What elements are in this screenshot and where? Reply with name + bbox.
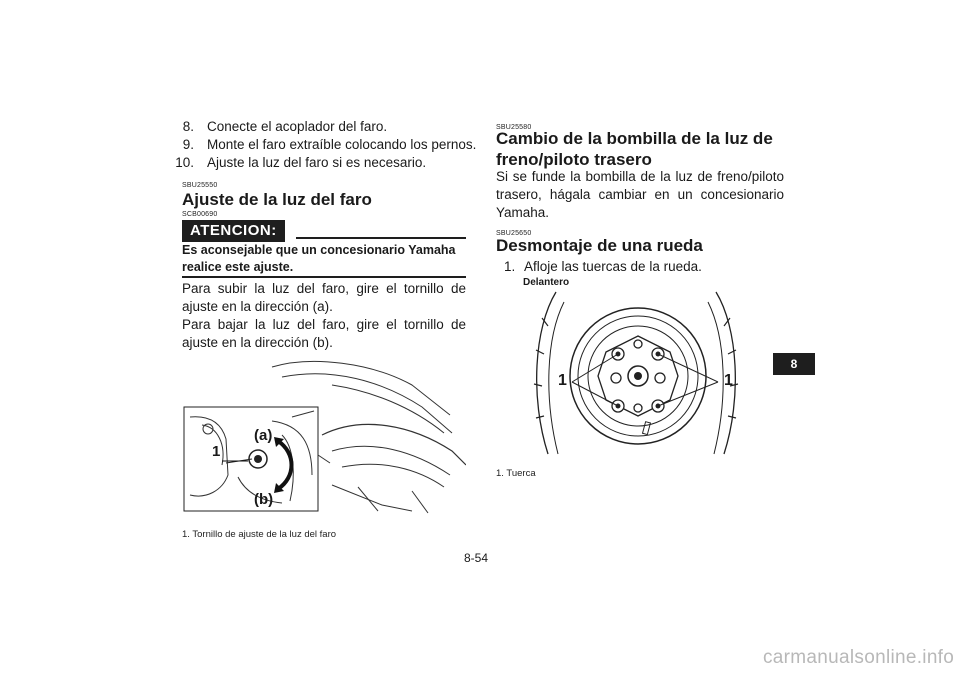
direction-b-label: (b): [254, 491, 274, 508]
section2-title: Desmontaje de una rueda: [496, 236, 703, 255]
section1-title-line2: freno/piloto trasero: [496, 150, 652, 169]
left-caption: 1. Tornillo de ajuste de la luz del faro: [182, 529, 337, 540]
caution-code: SCB00690: [182, 211, 218, 218]
section-code: SBU25550: [182, 182, 218, 189]
headlight-figure: [182, 355, 466, 515]
direction-a-label: (a): [254, 427, 273, 444]
caution-label: ATENCION:: [182, 220, 285, 242]
section1-code: SBU25580: [496, 124, 532, 131]
front-label: Delantero: [523, 277, 570, 288]
paragraph-raise: Para subir la luz del faro, gire el tornillo de ajuste en la dirección (a).: [182, 281, 466, 314]
right-caption: 1. Tuerca: [496, 468, 536, 479]
paragraph-lower: Para bajar la luz del faro, gire el tornillo de ajuste en la dirección (b).: [182, 317, 466, 350]
callout-1-label: 1: [212, 443, 221, 460]
section1-paragraph: Si se funde la bombilla de la luz de freno/piloto trasero, hágala cambiar en un concesionario Yamaha.: [496, 169, 784, 220]
caution-top-rule: [296, 237, 466, 239]
caution-text: Es aconsejable que un concesionario Yamaha realice este ajuste.: [182, 243, 456, 274]
page-number: 8-54: [464, 551, 489, 565]
chapter-tab: 8: [773, 353, 815, 375]
wheel-figure: [520, 288, 760, 458]
nut-callout-right: 1: [724, 372, 733, 389]
wheel-step-1: 1. Afloje las tuercas de la rueda.: [504, 259, 702, 274]
section2-code: SBU25650: [496, 230, 532, 237]
caution-bottom-rule: [182, 276, 466, 278]
section1-title-line1: Cambio de la bombilla de la luz de: [496, 129, 773, 148]
watermark: carmanualsonline.info: [763, 647, 955, 668]
headlight-illustration: [182, 355, 466, 515]
nut-callout-left: 1: [558, 372, 567, 389]
section-title: Ajuste de la luz del faro: [182, 190, 372, 209]
